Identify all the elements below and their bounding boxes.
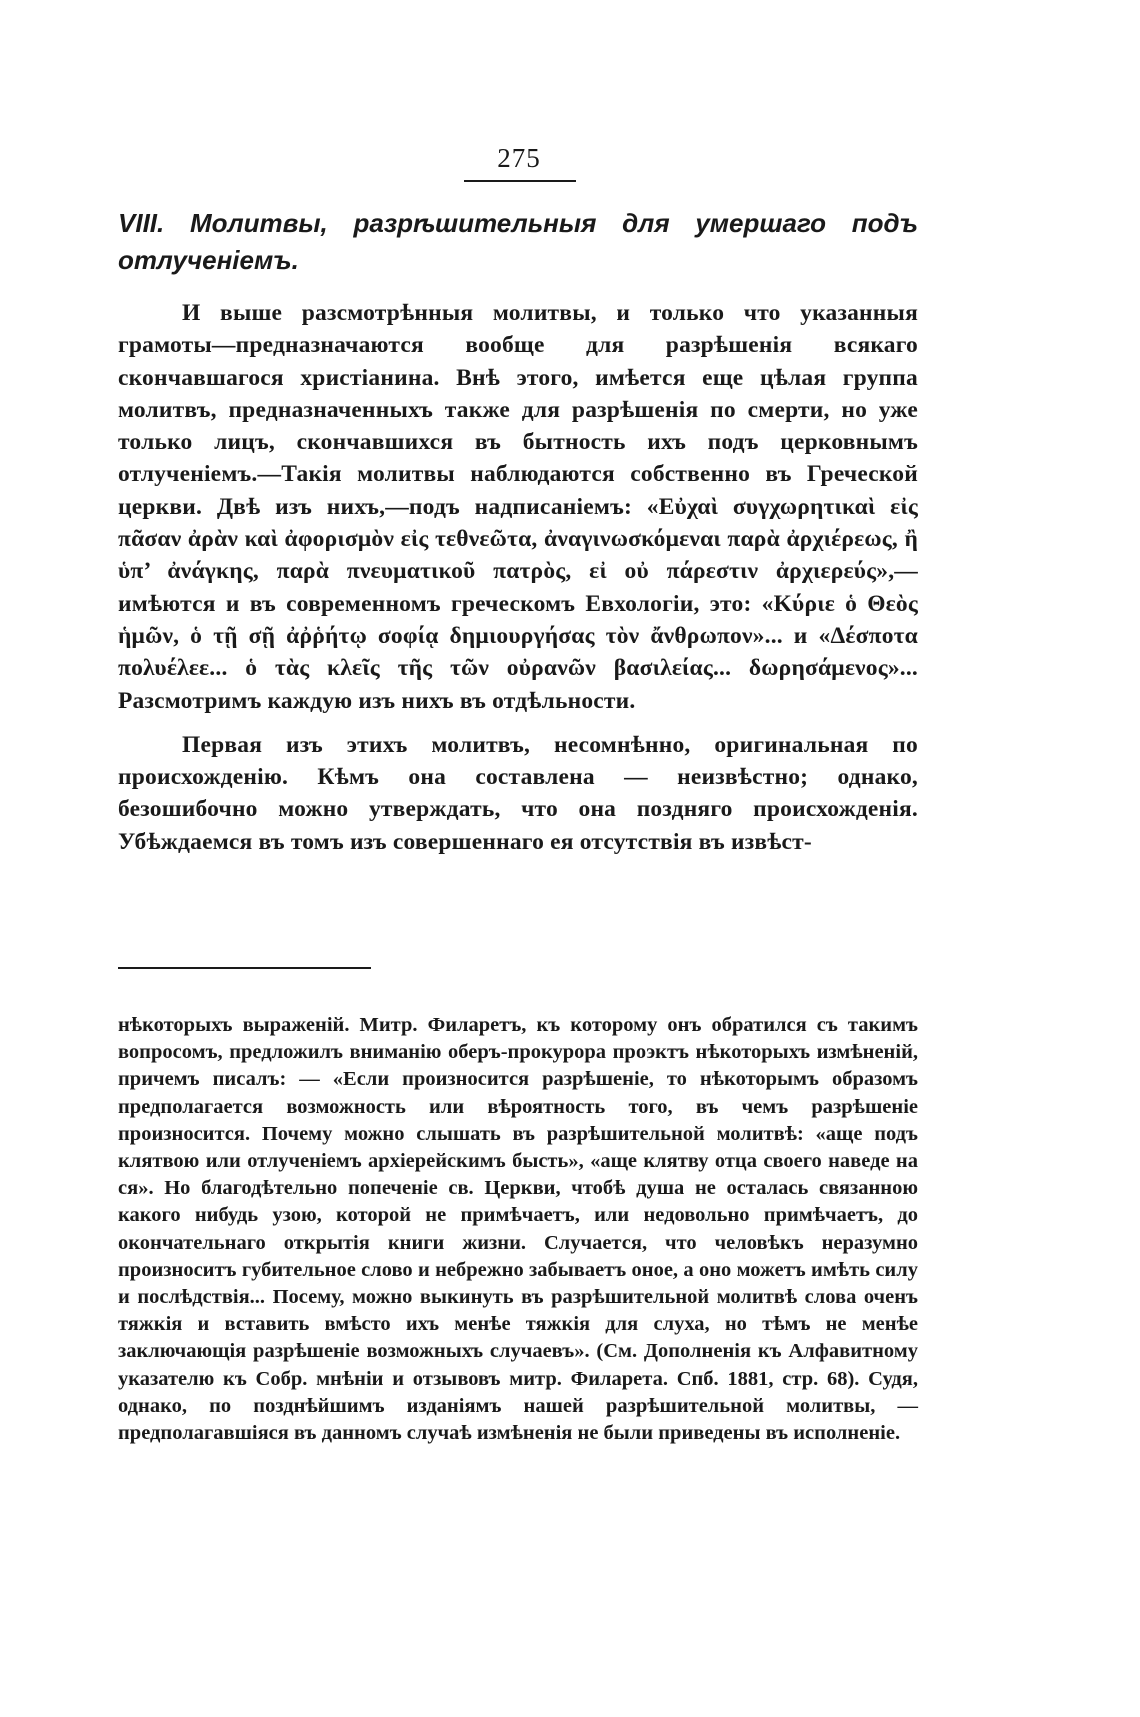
page-number-rule: [464, 180, 576, 182]
footnote: нѣкоторыхъ выраженій. Митр. Филаретъ, къ которому онъ обратился съ такимъ вопросомъ, предложилъ вниманію оберъ-прокурора проэктъ нѣкоторыхъ измѣненій, причемъ писалъ: — «Если произносится разрѣшеніе, то нѣкоторымъ образомъ предполагается возможность или вѣроятность того, въ чемъ разрѣшеніе произносится. Почему можно слышать въ разрѣшительной молитвѣ: «аще подъ клятвою или отлученіемъ архіерейскимъ бысть», «аще клятву отца своего наведе на ся». Но благодѣтельно попеченіе св. Церкви, чтобѣ душа не осталась связанною какого нибудь узою, которой не примѣчаетъ, или недовольно примѣчаетъ, до окончательнаго открытія книги жизни. Случается, что человѣкъ неразумно произноситъ губительное слово и небрежно забываетъ оное, а оно можетъ имѣть силу и послѣдствія... Посему, можно выкинуть въ разрѣшительной молитвѣ слова оченъ тяжкія и вставить вмѣсто ихъ менѣе тяжкія для слуха, но тѣмъ не менѣе заключающія разрѣшеніе возможныхъ случаевъ». (См. Дополненія къ Алфавитному указателю къ Собр. мнѣніи и отзывовъ митр. Филарета. Спб. 1881, стр. 68). Судя, однако, по позднѣйшимъ изданіямъ нашей разрѣшительной молитвы, — предполагавшіяся въ данномъ случаѣ измѣненія не были приведены въ исполненіе.: [118, 1014, 918, 1445]
footnote-separator: [118, 967, 371, 969]
paragraph: И выше разсмотрѣнныя молитвы, и только что указанныя грамоты—предназначаются вообще для разрѣшенія всякаго скончавшагося христіанина. Внѣ этого, имѣется еще цѣлая группа молитвъ, предназначенныхъ также для разрѣшенія по смерти, но уже только лицъ, скончавшихся въ бытность ихъ подъ церковнымъ отлученіемъ.—Такія молитвы наблюдаются собственно въ Греческой церкви. Двѣ изъ нихъ,—подъ надписаніемъ: «Εὐχαὶ συγχωρητικαὶ εἰς πᾶσαν ἀρὰν καὶ ἀφορισμὸν εἰς τεθνεῶτα, ἀναγινωσκόμεναι παρὰ ἀρχιέρεως, ἢ ὑπ’ ἀνάγκης, παρὰ πνευματικοῦ πατρὸς, εἰ οὐ πάρεστιν ἀρχιερεύς»,—имѣются и въ современномъ греческомъ Евхологіи, это: «Κύριε ὁ Θεὸς ἡμῶν, ὁ τῇ σῇ ἀῤῥήτῳ σοφίᾳ δημιουργήσας τὸν ἄνθρωπον»... и «Δέσποτα πολυέλεε... ὁ τὰς κλεῖς τῆς τῶν οὐρανῶν βασιλείας... δωρησάμενος»... Разсмотримъ каждую изъ нихъ въ отдѣльности.: [118, 300, 918, 714]
page-number: 275: [497, 143, 541, 173]
main-text: [118, 297, 918, 858]
paragraph: Первая изъ этихъ молитвъ, несомнѣнно, оригинальная по происхожденію. Кѣмъ она составлена — неизвѣстно; однако, безошибочно можно утверждать, что она поздняго происхожденія. Убѣждаемся въ томъ изъ совершеннаго ея отсутствія въ извѣст-: [118, 731, 918, 855]
section-heading: VIII. Молитвы, разрѣшительныя для умершаго подъ отлученіемъ.: [118, 208, 918, 275]
